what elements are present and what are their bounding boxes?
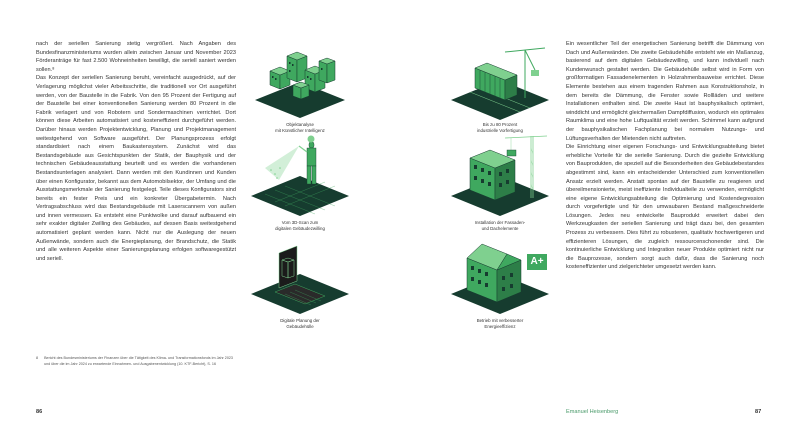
- factory-illustration: [445, 30, 555, 120]
- left-text-column: [36, 40, 236, 263]
- energy-badge-label: A+: [530, 256, 544, 267]
- figure-caption: Bis zu 80 Prozent industrielle Vorfertigung: [477, 122, 523, 134]
- paragraph: Die Einrichtung einer eigenen Forschungs- und Entwicklungsabteilung bietet erhebliche Vorteile für die serielle Sanierung. Durch die gezielte Entwicklung von Bauprodukten, die speziell auf die Besonderheiten des Gebäudebestandes abgestimmt sind, kann ein entscheidender Unterschied zum konventionellen Ansatz erzielt werden. Anstatt spontan auf der Baustelle zu reagieren und übereilmensionierte, meist ineffiziente Individualteile zu verwenden, ermöglicht eine eigene Entwicklungsabteilung die Optimierung und Kostendegression durch vorgefertigte und für den umwaubaren Bestand maßgeschneiderte Lösungen. Jedes neu entwickelte Bauprodukt erweitert dabei den Werkzeugkasten der seriellen Sanierung und trägt dazu bei, den gesamten Prozess zu verbessern. Dies führt zu robusteren, qualitativ hochwertigeren und effizienteren Lösungen, die zugleich ressourcenschonender sind. Die kontinuierliche Entwicklung und Integration neuer Produkte optimiert nicht nur die Bauprozesse, sondern sorgt auch dafür, dass die Sanierung noch kosteneffizienter und zielgerichteter umgesetzt werden kann.: [566, 144, 764, 271]
- figure-caption: Vom 3D-Scan zum digitalen Gebäudezwilling: [275, 220, 325, 232]
- figure-betrieb: [445, 226, 555, 330]
- paragraph: nach der seriellen Sanierung stetig vergrößert. Nach Angaben des Bundesfinanzministeriums wurden allein zwischen Januar und November 2023 Förderanträge für fast 2.500 Wohneinheiten bewilligt, die seriell saniert werden sollen.⁸: [36, 41, 236, 73]
- figure-caption: Digitale Planung der Gebäudehülle: [280, 318, 320, 330]
- energy-badge: [527, 254, 547, 270]
- scan-illustration: [245, 128, 355, 218]
- figure-installation: [445, 128, 555, 232]
- figure-caption: Betrieb mit verbesserter Energieeffizienz: [476, 318, 524, 330]
- installation-illustration: [445, 128, 555, 218]
- efficient-building-illustration: [445, 226, 555, 316]
- figure-planung: [245, 226, 355, 330]
- footnote-text: Bericht des Bundesministeriums der Finanzen über die Tätigkeit des Klima- und Transformationsfonds im Jahr 2023 und über die im Jahr 2024 zu erwartende Einnahmen- und Ausgabenentwicklung (10. KTF-Bericht), S. 16: [44, 356, 233, 366]
- page-number-left: 86: [36, 409, 43, 415]
- footnote-number: 8: [36, 356, 39, 360]
- figure-objektanalyse: [245, 30, 355, 134]
- right-text-column: [566, 40, 764, 272]
- paragraph: Das Konzept der seriellen Sanierung beruht, vereinfacht ausgedrückt, auf der Verlagerung möglichst vieler Arbeitsschritte, die traditionell vor Ort ausgeführt werden, von der Baustelle in die Fabrik. Von den 95 Prozent der Fertigung auf der Baustelle bei einer konventionellen Sanierung werden 80 Prozent in die Fabrik verlagert und von Robotern und Sondermaschinen verrichtet. Dort können diese Arbeiten automatisiert und kosteneffizient durchgeführt werden. Darüber hinaus werden Projektentwicklung, Planung und Projektmanagement weitestgehend von Software ausgeführt. Der Planungsprozess erfolgt standardisiert nach einem Baukastensystem. Zunächst wird das Bestandsgebäude aus Gesichtspunkten der Statik, der Bauphysik und der technischen Gebäudeausstattung beurteilt und es werden die vorhandenen Bestandsunterlagen analysiert. Dann werden mit den Kundinnen und Kunden über einen Konfigurator, bekannt aus dem Automobilsektor, der Umfang und die Ausstattungsmerkmale der Sanierung festgelegt. Teile dieses Konfigurators sind bereits ein fester Preis und ein konkreter Übergabetermin. Nach Vertragsabschluss wird das Bestandsgebäude mit Laserscannern von außen und innen vermessen. Es entsteht eine Punktwolke und darauf aufbauend ein sehr exakter digitaler Zwilling des Gebäudes, auf dessen Basis weitestgehend automatisiert geplant werden kann. Nicht nur die Auslegung der neuen Außenwände, sondern auch die Energieplanung, der Brandschutz, die Statik und alle weiteren Aspekte einer Sanierungsplanung erfolgen softwaregestützt und seriell.: [36, 75, 236, 262]
- laptop-illustration: [245, 226, 355, 316]
- page-number-right: 87: [755, 409, 762, 415]
- footnote: [36, 356, 236, 367]
- figure-scan: [245, 128, 355, 232]
- figure-vorfertigung: [445, 30, 555, 134]
- running-footer: Emanuel Heisenberg: [566, 409, 619, 415]
- paragraph: Ein wesentlicher Teil der energetischen Sanierung betrifft die Dämmung von Dach und Außenwänden. Die zweite Gebäudehülle entsteht wie ein Maßanzug, basierend auf dem digitalen Gebäudezwilling, und kann individuell nach Kundenwunsch gestaltet werden. Die Gebäudehülle selbst wird in Form von großformatigen Fassadenelementen in Holzrahmenbauweise errichtet. Diese Elemente bestehen aus einem tragenden Rahmen aus Konstruktionsholz, in dem bereits die Dämmung, die Fenster sowie Rollläden und weitere Installationen enthalten sind. Die zweite Haut ist bauphysikalisch optimiert, winddicht und ermöglicht gleichermaßen Dampfdiffusion, wodurch ein optimales Raumklima und eine hohe Luftqualität erzielt werden. Schimmel kann aufgrund der bauphysikalischen Fachplanung bei normalem Nutzungs- und Lüftungsverhalten der Mietenden nicht auftreten.: [566, 41, 764, 142]
- city-blocks-illustration: [245, 30, 355, 120]
- figure-caption: Objektanalyse mit Künstlicher Intelligenz: [275, 122, 325, 134]
- figure-caption: Installation der Fassaden- und Dachelemente: [474, 220, 526, 232]
